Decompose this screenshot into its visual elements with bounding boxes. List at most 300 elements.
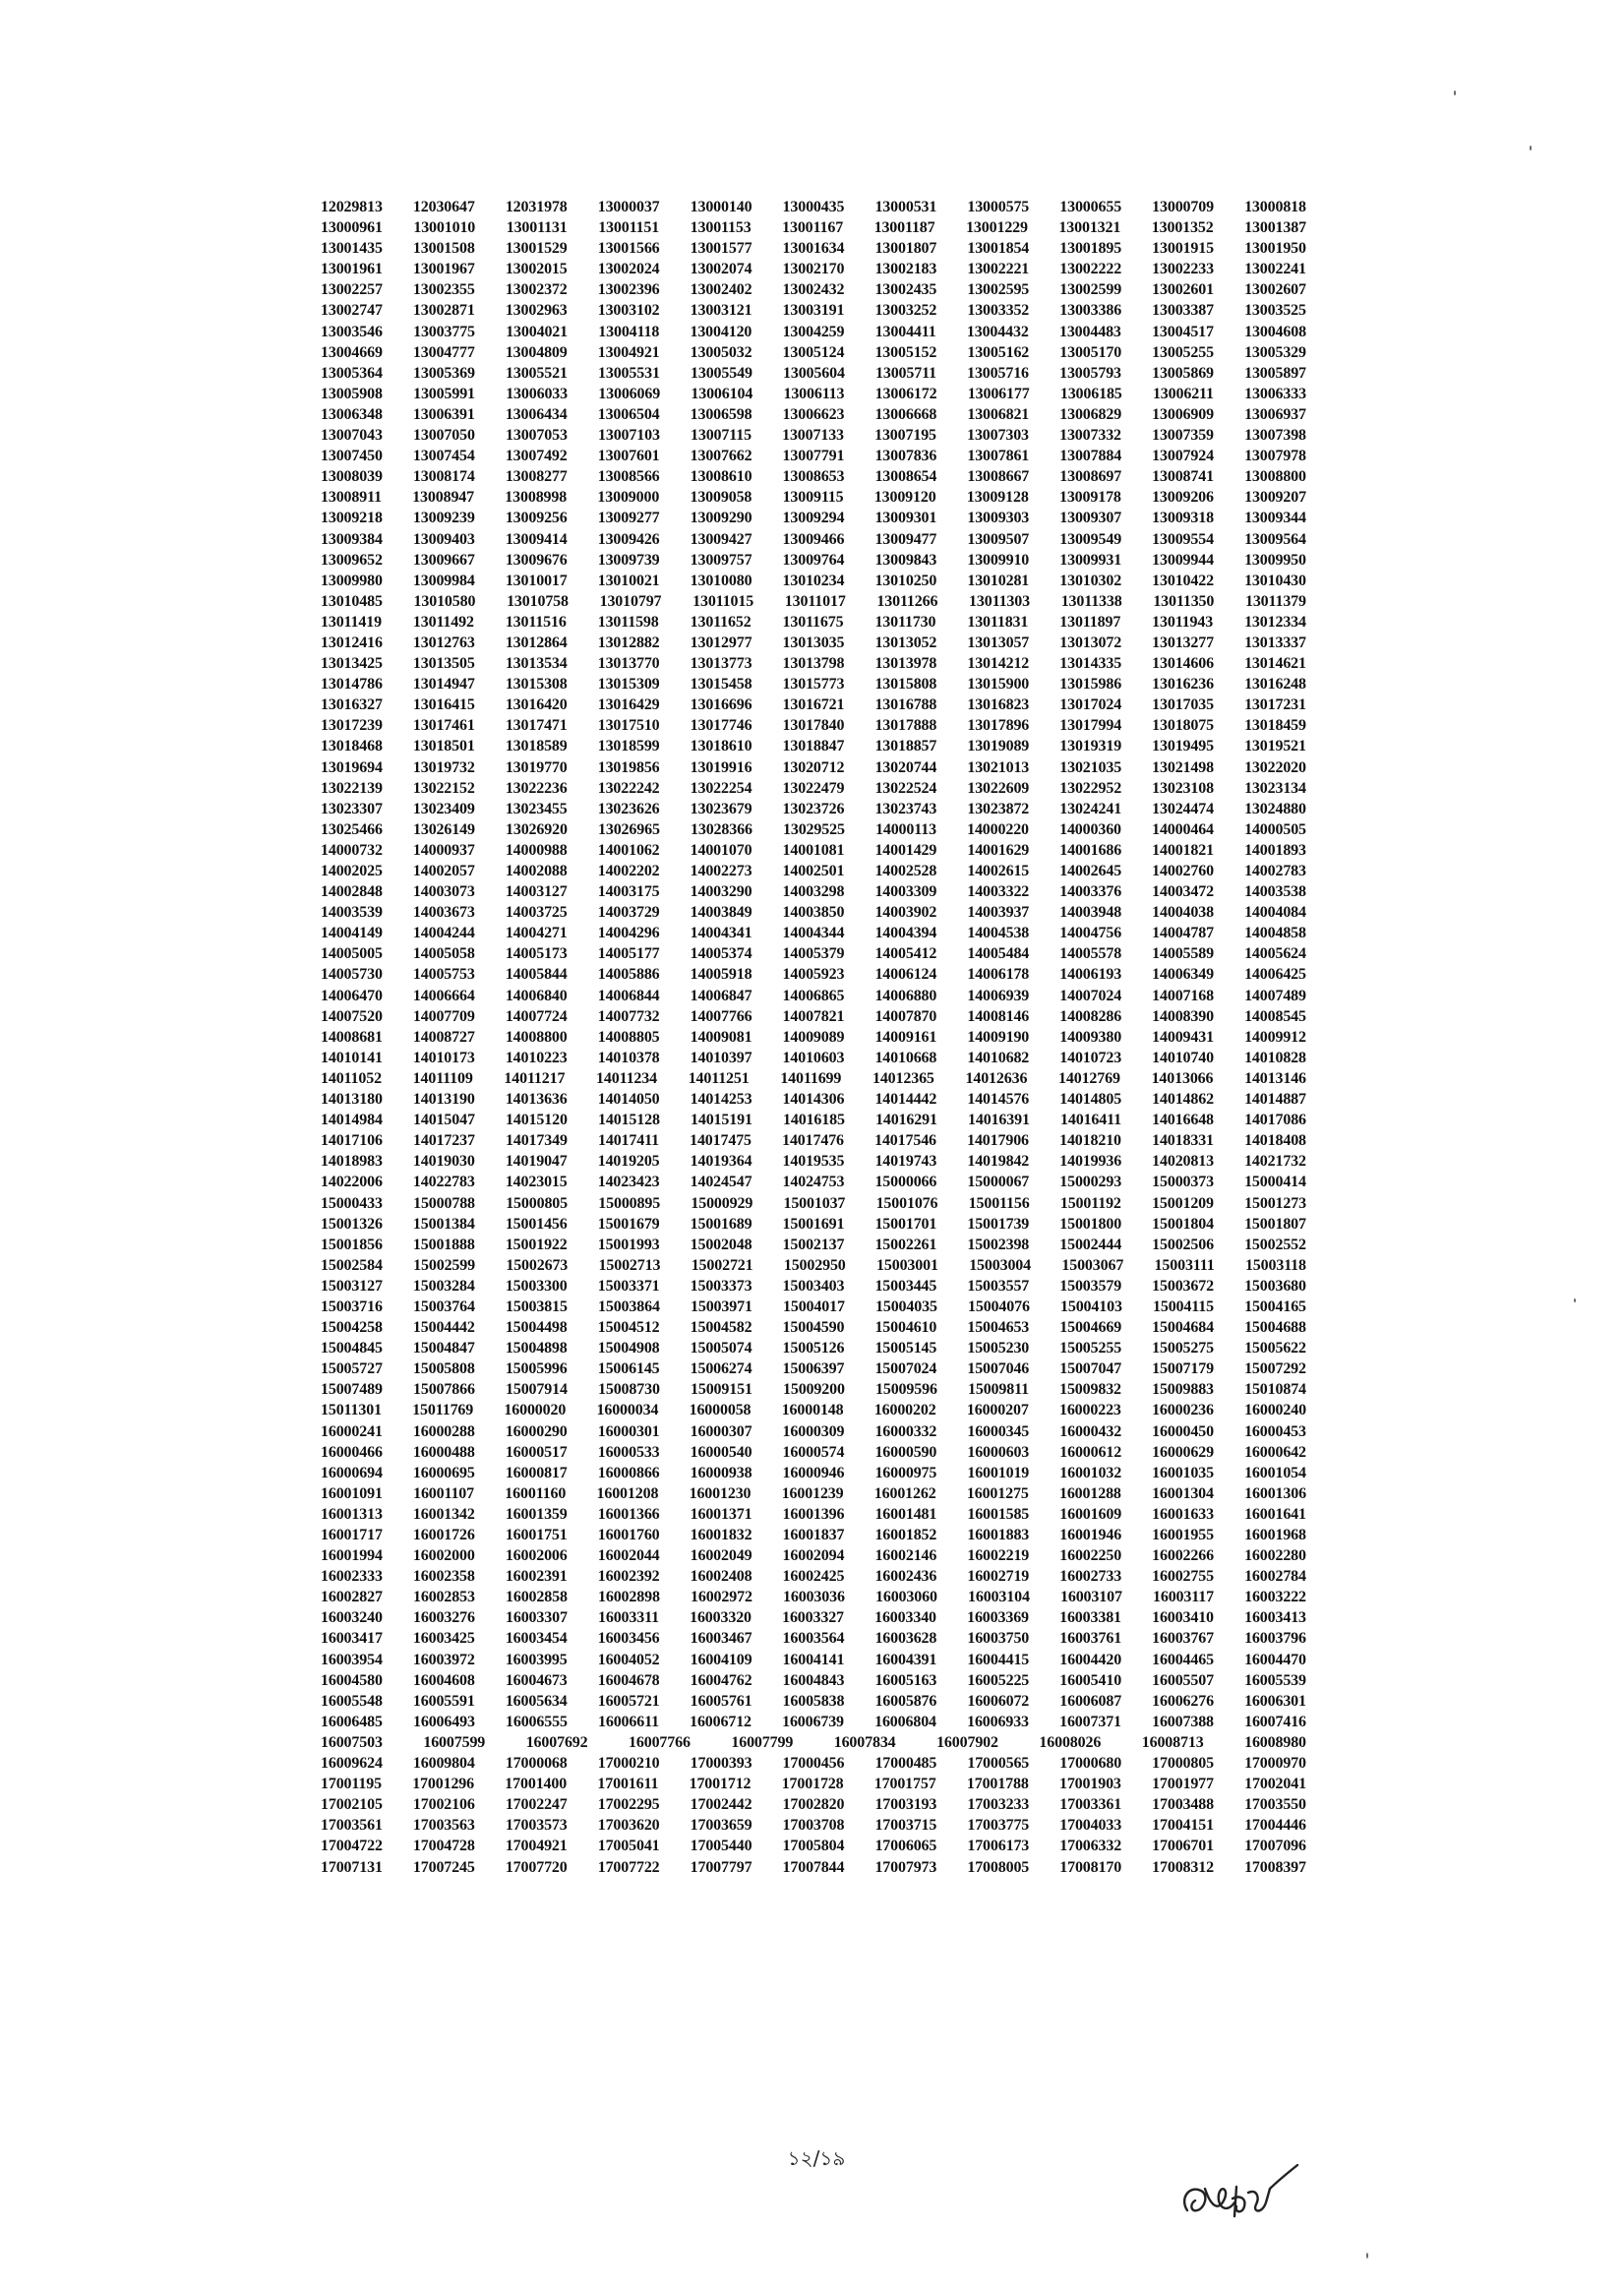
roll-number: 14006844: [597, 987, 660, 1004]
roll-number: 14010828: [1244, 1049, 1306, 1066]
roll-number: 17004033: [1059, 1817, 1122, 1835]
roll-number: 17002041: [1244, 1776, 1306, 1793]
roll-number: 15007024: [874, 1360, 937, 1378]
roll-number: 16001306: [1244, 1484, 1306, 1502]
roll-number: 14019364: [690, 1153, 752, 1171]
roll-number: 16003327: [782, 1609, 844, 1627]
roll-number: 16001760: [597, 1527, 660, 1543]
list-row: [321, 404, 1306, 425]
roll-number: 15001856: [321, 1236, 383, 1253]
roll-number: 14014576: [967, 1091, 1030, 1109]
roll-number: 13010422: [1152, 572, 1214, 589]
roll-number: 14020813: [1152, 1153, 1214, 1171]
list-row: [321, 612, 1306, 633]
roll-number: 13010250: [874, 572, 937, 589]
roll-number: 15004898: [505, 1340, 568, 1357]
roll-number: 14004344: [782, 925, 845, 942]
roll-number: 16000332: [874, 1422, 937, 1440]
roll-number: 13010021: [597, 572, 660, 589]
roll-number: 13001566: [597, 240, 660, 258]
roll-number: 17006065: [874, 1838, 937, 1855]
roll-number: 14003937: [967, 904, 1030, 922]
list-row: [321, 1110, 1306, 1130]
list-row: [321, 571, 1306, 591]
roll-number: 15003001: [876, 1256, 938, 1274]
roll-number: 16000946: [782, 1464, 845, 1481]
roll-number: 16008026: [1039, 1733, 1102, 1751]
roll-number: 14016648: [1152, 1112, 1214, 1129]
roll-number: 13009980: [321, 572, 383, 589]
roll-number: 13008667: [967, 468, 1030, 486]
roll-number: 16002853: [413, 1589, 475, 1606]
roll-number: 13009667: [412, 551, 475, 569]
roll-number: 13001010: [413, 219, 476, 237]
roll-number: 14002848: [321, 883, 383, 901]
roll-number: 16001019: [967, 1464, 1030, 1481]
roll-number: 13013534: [505, 655, 568, 673]
roll-number: 13004777: [412, 343, 475, 361]
roll-number: 14008286: [1059, 1007, 1122, 1025]
list-row: [321, 1691, 1306, 1712]
roll-number: 13006623: [782, 405, 845, 423]
roll-number: 13013505: [412, 655, 475, 673]
roll-number: 16004141: [782, 1651, 845, 1668]
roll-number: 17004722: [321, 1838, 383, 1855]
roll-number: 13007195: [874, 427, 936, 445]
roll-number: 13026965: [598, 820, 660, 838]
roll-number: 16001288: [1058, 1484, 1121, 1502]
roll-number: 13002963: [505, 302, 568, 320]
roll-number: 16002358: [412, 1568, 475, 1586]
roll-number: 13021498: [1152, 758, 1214, 776]
roll-number: 16005721: [597, 1692, 660, 1710]
roll-number: 13009206: [1152, 489, 1214, 507]
roll-number: 13002221: [967, 261, 1030, 278]
roll-number: 16003381: [1059, 1609, 1121, 1627]
roll-number: 12030647: [412, 199, 475, 215]
roll-number: 13008697: [1059, 468, 1122, 486]
list-row: [321, 1172, 1306, 1192]
roll-number: 13024474: [1152, 800, 1214, 817]
roll-number: 14004538: [967, 925, 1030, 942]
roll-number: 15002950: [783, 1256, 846, 1274]
roll-number: 13013035: [782, 633, 845, 651]
roll-number: 14003902: [874, 904, 937, 922]
roll-number: 17001296: [412, 1776, 475, 1793]
roll-number: 15005275: [1152, 1340, 1214, 1357]
roll-number: 16001717: [321, 1527, 383, 1543]
roll-number: 13022254: [690, 779, 752, 797]
roll-number: 13013057: [967, 633, 1030, 651]
roll-number: 16001371: [690, 1505, 752, 1523]
roll-number: 13001967: [412, 261, 475, 278]
roll-number: 14001893: [1244, 841, 1306, 859]
roll-number: 13002355: [412, 281, 475, 299]
roll-number: 15011301: [321, 1402, 382, 1419]
roll-number: 14006124: [874, 966, 937, 984]
roll-number: 15007914: [506, 1381, 568, 1399]
roll-number: 16001883: [967, 1527, 1030, 1543]
roll-number: 16003454: [505, 1630, 568, 1648]
roll-number: 17003659: [690, 1817, 752, 1835]
roll-number: 13017746: [690, 717, 752, 735]
roll-number: 13013770: [597, 655, 660, 673]
roll-number: 15003764: [413, 1297, 475, 1315]
roll-number: 13017239: [321, 717, 383, 735]
roll-number: 13001187: [873, 219, 935, 237]
roll-number: 16005507: [1152, 1671, 1214, 1689]
roll-number: 14019743: [874, 1153, 937, 1171]
roll-number: 16000590: [874, 1443, 937, 1461]
roll-number: 13003387: [1152, 302, 1214, 320]
roll-number: 14010397: [690, 1049, 752, 1066]
roll-number: 13006504: [597, 405, 660, 423]
roll-number: 13005032: [690, 343, 752, 361]
roll-number: 14018210: [1059, 1132, 1121, 1150]
roll-number: 14000113: [875, 820, 936, 838]
list-row: [321, 1442, 1306, 1463]
roll-number: 13010017: [505, 572, 568, 589]
roll-number: 13003191: [782, 302, 845, 320]
roll-number: 17003775: [967, 1817, 1030, 1835]
roll-number: 14004858: [1244, 925, 1306, 942]
roll-number: 13006909: [1152, 405, 1214, 423]
roll-number: 15003815: [506, 1297, 568, 1315]
roll-number: 13023679: [690, 800, 752, 817]
roll-number: 13012977: [690, 633, 752, 651]
list-row: [321, 1670, 1306, 1691]
list-row: [321, 1027, 1306, 1048]
roll-number: 17005440: [690, 1838, 752, 1855]
roll-number: 13002233: [1152, 261, 1214, 278]
roll-number: 13014621: [1244, 655, 1306, 673]
roll-number: 16003456: [597, 1630, 660, 1648]
roll-number: 15006397: [782, 1360, 845, 1378]
roll-number: 13023872: [967, 800, 1030, 817]
roll-number: 14003948: [1059, 904, 1122, 922]
roll-number: 16006276: [1152, 1692, 1214, 1710]
list-row: [321, 1068, 1306, 1089]
roll-number: 13006104: [691, 385, 753, 402]
roll-number: 17007131: [321, 1858, 383, 1876]
roll-number: 17001903: [1058, 1776, 1121, 1793]
roll-number: 17000393: [690, 1755, 752, 1773]
roll-number: 16000540: [690, 1443, 752, 1461]
roll-number: 17000680: [1059, 1755, 1122, 1773]
roll-number: 16000533: [597, 1443, 660, 1461]
roll-number: 17007844: [782, 1858, 845, 1876]
roll-number: 13003121: [690, 302, 752, 320]
list-row: [321, 508, 1306, 528]
roll-number: 13023626: [597, 800, 660, 817]
roll-number: 14019842: [967, 1153, 1030, 1171]
roll-number: 14005173: [505, 945, 568, 963]
roll-number: 16005548: [321, 1692, 383, 1710]
roll-number: 14005589: [1152, 945, 1214, 963]
roll-number: 14002645: [1059, 863, 1122, 879]
roll-number: 16008713: [1141, 1733, 1204, 1751]
roll-number: 14005886: [597, 966, 660, 984]
roll-number: 14016391: [968, 1112, 1030, 1129]
roll-number: 14001429: [874, 841, 937, 859]
roll-number: 13006937: [1244, 405, 1306, 423]
roll-number: 15000293: [1059, 1174, 1122, 1191]
roll-number: 14016185: [783, 1112, 845, 1129]
roll-number: 16007503: [321, 1733, 383, 1751]
roll-number: 16000236: [1152, 1402, 1214, 1419]
roll-number: 14006349: [1152, 966, 1214, 984]
list-row: [321, 923, 1306, 943]
roll-number: 13005869: [1152, 364, 1214, 382]
roll-number: 13008039: [321, 468, 383, 486]
roll-number: 16001994: [321, 1547, 383, 1565]
roll-number: 13008800: [1244, 468, 1306, 486]
roll-number: 16007692: [525, 1733, 588, 1751]
roll-number: 13011675: [782, 613, 844, 631]
list-row: [321, 1857, 1306, 1878]
roll-number: 14008146: [967, 1007, 1030, 1025]
roll-number: 13017231: [1244, 696, 1306, 714]
roll-number: 13029525: [783, 820, 845, 838]
roll-number: 14004038: [1152, 904, 1214, 922]
roll-number: 16002006: [505, 1547, 568, 1565]
roll-number: 16002733: [1059, 1568, 1122, 1586]
roll-number: 15004590: [782, 1319, 845, 1337]
roll-number: 13021013: [967, 758, 1030, 776]
roll-number: 13004432: [966, 323, 1029, 340]
roll-number: 14005918: [690, 966, 752, 984]
roll-number: 13000435: [782, 199, 845, 215]
roll-number: 16002146: [874, 1547, 937, 1565]
roll-number: 13019694: [321, 758, 383, 776]
roll-number: 15001804: [1152, 1215, 1214, 1233]
roll-number: 13001577: [690, 240, 752, 258]
roll-number: 16006485: [321, 1713, 383, 1730]
roll-number: 15000788: [413, 1194, 475, 1212]
roll-number: 16001054: [1244, 1464, 1306, 1481]
roll-number: 13007050: [413, 427, 475, 445]
roll-number: 13009277: [597, 510, 660, 527]
roll-number: 13015808: [874, 676, 937, 694]
roll-number: 16001481: [874, 1505, 937, 1523]
roll-number: 13015309: [597, 676, 660, 694]
roll-number: 13001854: [967, 240, 1030, 258]
roll-number: 15000067: [967, 1174, 1030, 1191]
roll-number: 13003386: [1059, 302, 1122, 320]
roll-number: 13002607: [1244, 281, 1306, 299]
roll-number: 13001529: [505, 240, 568, 258]
roll-number: 15003680: [1244, 1277, 1306, 1295]
roll-number: 13009910: [967, 551, 1030, 569]
roll-number: 13009931: [1059, 551, 1122, 569]
roll-number: 14003472: [1152, 883, 1214, 901]
roll-number: 15004442: [412, 1319, 475, 1337]
roll-number: 13011017: [784, 592, 846, 610]
list-row: [321, 1089, 1306, 1110]
roll-number: 16003107: [1060, 1589, 1122, 1606]
roll-number: 13003102: [597, 302, 660, 320]
roll-number: 15001679: [597, 1215, 660, 1233]
roll-number: 15004653: [967, 1319, 1030, 1337]
roll-number: 15001209: [1152, 1194, 1214, 1212]
roll-number: 14011699: [780, 1069, 842, 1087]
roll-number: 13016327: [321, 696, 383, 714]
roll-number: 15004035: [875, 1297, 937, 1315]
roll-number: 16000148: [781, 1402, 844, 1419]
roll-number: 13009984: [412, 572, 475, 589]
roll-number: 13002747: [321, 302, 383, 320]
roll-number: 16004678: [597, 1671, 660, 1689]
scan-speck: [1574, 1298, 1576, 1302]
roll-number: 16005838: [782, 1692, 845, 1710]
roll-number: 15004847: [412, 1340, 475, 1357]
roll-number: 16001359: [505, 1505, 568, 1523]
roll-number: 13008998: [505, 489, 568, 507]
roll-number: 14000732: [321, 841, 383, 859]
roll-number: 15001689: [690, 1215, 752, 1233]
roll-number: 15004115: [1153, 1297, 1214, 1315]
roll-number: 13013337: [1244, 633, 1306, 651]
roll-number: 17003620: [597, 1817, 660, 1835]
roll-number: 16000241: [321, 1422, 383, 1440]
roll-number: 13000575: [967, 199, 1030, 215]
roll-number: 14018983: [321, 1153, 383, 1171]
list-row: [321, 1463, 1306, 1483]
roll-number: 17001788: [966, 1776, 1029, 1793]
roll-number: 15005996: [505, 1360, 568, 1378]
roll-number: 13008653: [782, 468, 845, 486]
roll-number: 14008727: [412, 1028, 475, 1046]
list-row: [321, 259, 1306, 279]
roll-number: 13022609: [967, 779, 1030, 797]
roll-number: 14000220: [967, 820, 1029, 838]
roll-number: 16001342: [412, 1505, 475, 1523]
roll-number: 13002015: [505, 261, 568, 278]
list-row: [321, 819, 1306, 840]
roll-number: 14007870: [874, 1007, 937, 1025]
roll-number: 13009290: [690, 510, 752, 527]
roll-number: 17008397: [1244, 1858, 1306, 1876]
roll-number: 16001852: [874, 1527, 937, 1543]
roll-number: 13009294: [782, 510, 845, 527]
roll-number: 13005531: [598, 364, 660, 382]
roll-number: 13016429: [597, 696, 660, 714]
roll-number: 16001230: [689, 1484, 752, 1502]
roll-number: 16003311: [598, 1609, 659, 1627]
roll-number: 13022152: [412, 779, 475, 797]
roll-number: 13004021: [506, 323, 568, 340]
roll-number: 15003127: [321, 1277, 383, 1295]
roll-number: 16000466: [321, 1443, 383, 1461]
roll-number: 16000207: [966, 1402, 1029, 1419]
list-row: [321, 1151, 1306, 1172]
roll-number: 13001950: [1244, 240, 1306, 258]
roll-number: 15007489: [321, 1381, 383, 1399]
roll-number: 13004669: [321, 343, 383, 361]
roll-number: 16002755: [1152, 1568, 1214, 1586]
roll-number: 14007168: [1152, 987, 1214, 1004]
roll-number: 16001633: [1152, 1505, 1214, 1523]
roll-number: 14022783: [412, 1174, 475, 1191]
roll-number: 13009739: [597, 551, 660, 569]
roll-number: 17006173: [967, 1838, 1030, 1855]
roll-number: 13006668: [874, 405, 937, 423]
roll-number: 13019770: [505, 758, 568, 776]
list-row: [321, 1358, 1306, 1379]
roll-number: 13007836: [874, 448, 937, 465]
roll-number: 13009384: [321, 530, 383, 548]
roll-number: 14024753: [782, 1174, 845, 1191]
roll-number: 13005549: [691, 364, 752, 382]
roll-number: 14010682: [967, 1049, 1030, 1066]
roll-number: 13007978: [1244, 448, 1306, 465]
roll-number: 14003725: [505, 904, 568, 922]
roll-number: 13019089: [967, 738, 1030, 755]
roll-number: 16000629: [1152, 1443, 1214, 1461]
roll-number: 13012416: [321, 633, 383, 651]
roll-number: 16003222: [1244, 1589, 1306, 1606]
roll-number: 13018857: [874, 738, 937, 755]
roll-number: 17002105: [321, 1796, 383, 1814]
roll-number: 13002183: [874, 261, 937, 278]
roll-number: 16000288: [412, 1422, 475, 1440]
list-row: [321, 633, 1306, 653]
roll-number: 16004580: [321, 1671, 383, 1689]
roll-number: 15007047: [1059, 1360, 1122, 1378]
list-row: [321, 1379, 1306, 1400]
roll-number: 16003467: [690, 1630, 752, 1648]
roll-number: 14000937: [412, 841, 475, 859]
roll-number: 14002273: [690, 863, 752, 879]
roll-number: 15005145: [874, 1340, 937, 1357]
roll-number: 13009414: [505, 530, 568, 548]
roll-number: 14004756: [1059, 925, 1122, 942]
list-row: [321, 757, 1306, 778]
roll-number: 14003309: [874, 883, 937, 901]
roll-number: 17006701: [1152, 1838, 1214, 1855]
roll-number: 16000309: [782, 1422, 845, 1440]
list-row: [321, 1712, 1306, 1732]
roll-number: 13003352: [967, 302, 1030, 320]
roll-number: 13009115: [782, 489, 844, 507]
roll-number: 15003300: [505, 1277, 568, 1295]
roll-number: 16007834: [833, 1733, 896, 1751]
roll-number: 13002435: [874, 281, 937, 299]
roll-number: 13006211: [1152, 385, 1214, 402]
roll-number: 16003761: [1059, 1630, 1122, 1648]
roll-number: 16002827: [321, 1589, 383, 1606]
roll-number: 14012769: [1058, 1069, 1120, 1087]
roll-number: 17003233: [967, 1796, 1030, 1814]
roll-number: 15002599: [413, 1256, 475, 1274]
roll-number: 14004149: [321, 925, 383, 942]
roll-number: 15004610: [874, 1319, 937, 1337]
roll-number: 13011943: [1152, 613, 1214, 631]
roll-number: 14009081: [690, 1028, 752, 1046]
roll-number: 14003073: [412, 883, 475, 901]
roll-number: 13009764: [782, 551, 845, 569]
roll-number: 14002025: [321, 863, 383, 879]
roll-number: 13018501: [412, 738, 475, 755]
roll-number: 16001313: [321, 1505, 383, 1523]
roll-number: 16001641: [1244, 1505, 1306, 1523]
roll-number: 16000866: [597, 1464, 660, 1481]
roll-number: 13007662: [690, 448, 752, 465]
list-row: [321, 1255, 1306, 1276]
roll-number: 13019521: [1244, 738, 1306, 755]
roll-number: 13006177: [967, 385, 1030, 402]
roll-number: 13022479: [782, 779, 845, 797]
